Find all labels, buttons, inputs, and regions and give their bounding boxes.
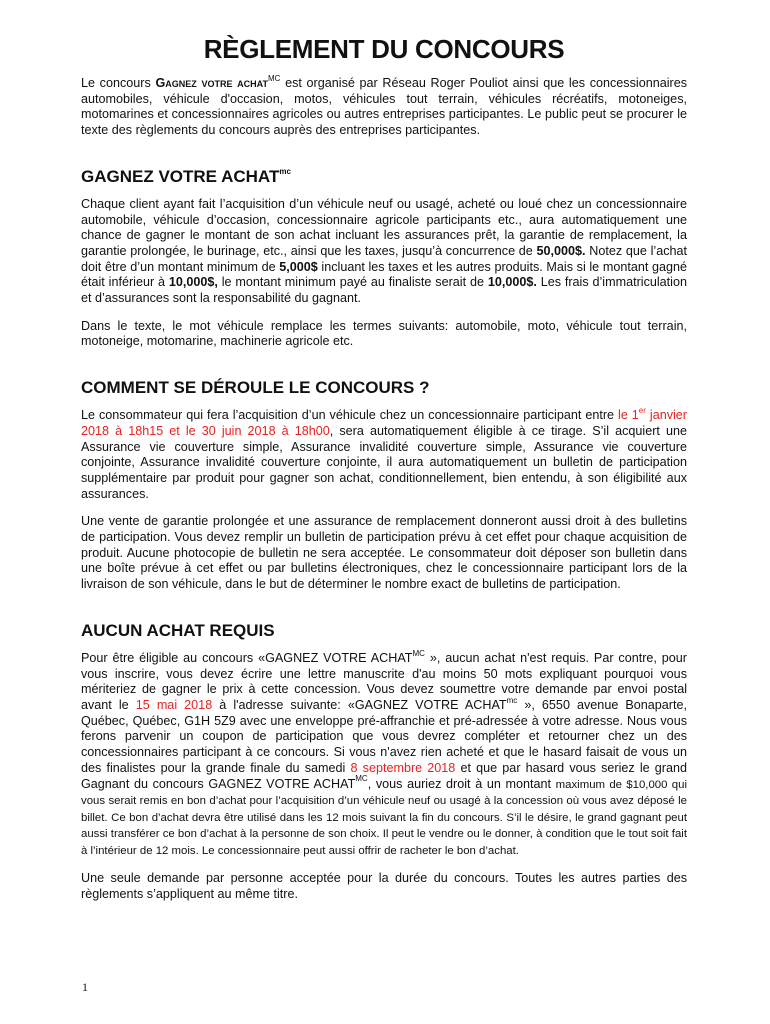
- text: le 1: [618, 408, 639, 423]
- text: le montant minimum payé au finaliste serait de: [217, 275, 488, 290]
- deadline-date: 15 mai 2018: [135, 697, 213, 712]
- document-page: [81, 34, 687, 902]
- intro-text: Le concours: [81, 76, 156, 90]
- trademark-sup: MC: [355, 774, 368, 784]
- amount-finalist: 10,000$.: [487, 275, 537, 290]
- prize-details: maximum de $10,000 qui vous serait remis en bon d’achat pour l’acquisition d’un véhicule neuf ou usagé à la concession où vous avez déposé le billet. Ce bon d’achat devra être utilisé dans les 12 mois suivant la fin du concours. S’il le désire, le grand gagnant peut aussi transférer ce bon d’achat à la personne de son choix. Il peut le vendre ou le donner, à condition que le tout soit fait à l’intérieur de 12 mois. Le concessionnaire peut aussi offrir de racheter le bon d’achat.: [81, 778, 687, 857]
- amount-min: 5,000$: [279, 259, 318, 274]
- document-title: RÈGLEMENT DU CONCOURS: [203, 34, 565, 64]
- section-heading-deroulement: COMMENT SE DÉROULE LE CONCOURS ?: [81, 378, 430, 398]
- section2-paragraph-2: Une vente de garantie prolongée et une assurance de remplacement donneront aussi droit à des bulletins de participation. Vous devez remplir un bulletin de participation prévu à cet effet pour chaque acquisition de produit. Aucune photocopie de bulletin ne sera acceptée. Le consommateur doit déposer son bulletin dans une boîte prévue à cet effet ou par bulletins électroniques, chez le concessionnaire participant lors de la livraison de son véhicule, dans le but de déterminer le nombre exact de bulletins de participation.: [81, 514, 687, 592]
- text: Chaque client ayant fait l’acquisition d’un véhicule neuf ou usagé, acheté ou loué chez un concessionnaire automobile, véhicule d’occasion, concessionnaire agricole participants etc., aura automatiquement une chance de gagner le montant de son achat incluant les assurances prêt, la garantie de remplacement, la garantie prolongée, le burinage, etc., ainsi que les taxes, jusqu’à concurrence de: [81, 196, 687, 258]
- section-heading-gagnez: [81, 167, 687, 187]
- section1-paragraph-2: Dans le texte, le mot véhicule remplace les termes suivants: automobile, moto, véhicule tout terrain, motoneige, motomarine, machinerie agricole etc.: [81, 318, 687, 349]
- section2-paragraph-1: [81, 405, 687, 502]
- text: à l'adresse suivante: «GAGNEZ VOTRE ACHAT: [212, 697, 507, 712]
- ordinal-sup: er: [638, 405, 646, 415]
- intro-paragraph: [81, 73, 688, 139]
- section3-paragraph-2: Une seule demande par personne acceptée pour la durée du concours. Toutes les autres parties des règlements s’appliquent au même titre.: [81, 871, 687, 901]
- trademark-sup: MC: [412, 648, 425, 658]
- text: , vous auriez droit à un montant: [367, 776, 556, 791]
- text: incluant les taxes et les autres produits. Mais si le montant gagné était inférieur à: [81, 259, 687, 290]
- finale-date: 8 septembre 2018: [350, 760, 456, 775]
- contest-name: Gagnez votre achat: [155, 76, 268, 90]
- heading-text: GAGNEZ VOTRE ACHAT: [81, 166, 280, 186]
- text: janvier 2018 à 18h15 et le 30 juin 2018 à 18h00: [81, 408, 687, 438]
- text: », aucun achat n'est requis. Par contre, pour vous inscrire, vous devez écrire une lettre manuscrite d'au moins 50 mots expliquant pourquoi vous mériteriez de gagner le prix à cette concession. Vous devez soumettre votre demande par envoi postal avant le: [81, 650, 687, 712]
- amount-max: 50,000$.: [536, 243, 586, 258]
- page-number: 1: [82, 980, 88, 994]
- text: Le consommateur qui fera l’acquisition d’un véhicule chez un concessionnaire participant entre: [81, 408, 619, 423]
- trademark-sup: mc: [279, 167, 291, 177]
- amount-threshold: 10,000$,: [168, 275, 218, 290]
- trademark-sup: mc: [506, 695, 518, 705]
- text: Les frais d’immatriculation et d’assurances sont la responsabilité du gagnant.: [81, 275, 687, 306]
- text: Pour être éligible au concours «GAGNEZ VOTRE ACHAT: [81, 650, 413, 665]
- intro-text-2: est organisé par Réseau Roger Pouliot ainsi que les concessionnaires automobiles, véhicule d'occasion, motos, véhicules tout terrain, véhicules récréatifs, motoneiges, motomarines et concessionnaires agricoles ou autres entreprises participantes. Le public peut se procurer le texte des règlements du concours auprès des entreprises participantes.: [81, 76, 688, 138]
- trademark-sup: MC: [267, 73, 281, 83]
- text: Notez que l’achat doit être d’un montant minimum de: [81, 243, 687, 274]
- text: », 6550 avenue Bonaparte, Québec, Québec, G1H 5Z9 avec une enveloppe pré-affranchie et pré-adressée à votre adresse. Nous vous ferons parvenir un coupon de participation que vous devrez compléter et retourner chez un des concessionnaires participant à ce concours. Si vous n'avez rien acheté et que le hasard faisait de vous un des finalistes pour la grande finale du samedi: [81, 697, 688, 775]
- section3-paragraph-1: [81, 648, 688, 859]
- section1-paragraph-1: [81, 197, 687, 307]
- section-heading-aucun-achat: AUCUN ACHAT REQUIS: [81, 620, 275, 640]
- text: et que par hasard vous seriez le grand Gagnant du concours GAGNEZ VOTRE ACHAT: [81, 760, 687, 791]
- text: , sera automatiquement éligible à ce tirage. S’il acquiert une Assurance vie couverture simple, Assurance invalidité couverture simple, Assurance vie couverture conjointe, Assurance invalidité couverture conjointe, il aura automatiquement un bulletin de participation supplémentaire par produit pour gagner son achat, conditionnellement, bien entendu, à son éligibilité aux assurances.: [81, 423, 687, 501]
